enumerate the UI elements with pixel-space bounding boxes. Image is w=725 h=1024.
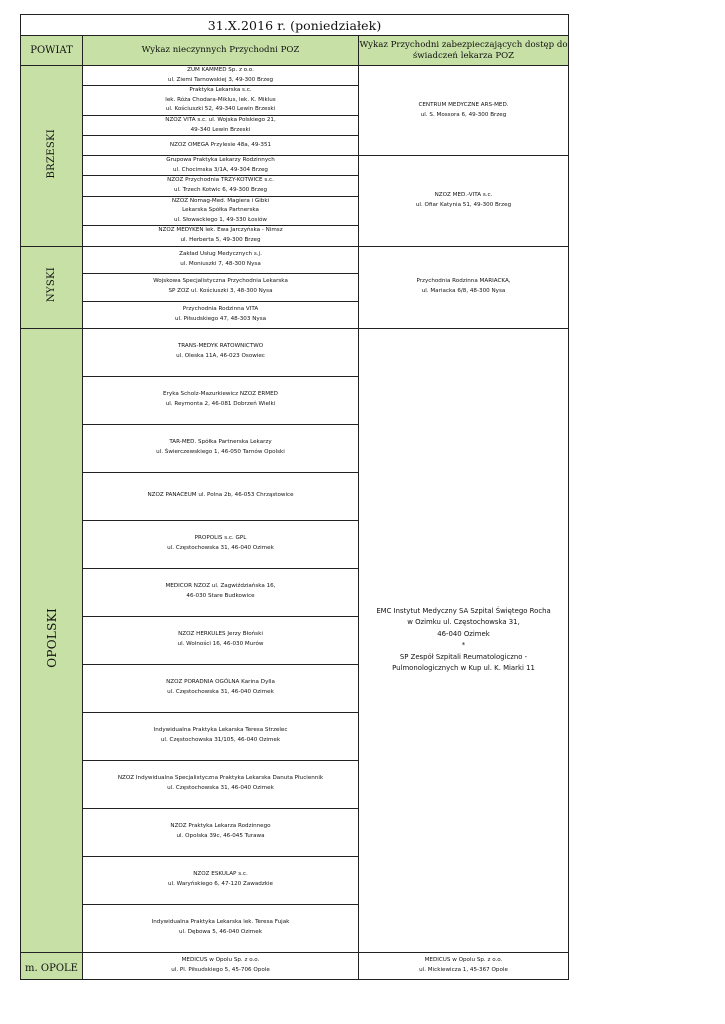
guard-clinic-cell: MEDICUS w Opolu Sp. z o.o. ul. Mickiewicza 1, 45-367 Opole [359, 952, 569, 979]
closed-clinic-cell: TRANS-MEDYK RATOWNICTWO ul. Oleska 11A, 46-023 Osowiec [83, 328, 359, 376]
guard-clinic-cell: NZOZ MED.-VITA s.c. ul. Ofiar Katynia 51, 49-300 Brzeg [359, 156, 569, 246]
closed-clinic-cell: NZOZ PORADNIA OGÓLNA Karina Dylla ul. Częstochowska 31, 46-040 Ozimek [83, 664, 359, 712]
header-guard-clinics: Wykaz Przychodni zabezpieczających dostęp do świadczeń lekarza POZ [359, 36, 569, 66]
page-title: 31.X.2016 r. (poniedziałek) [21, 15, 569, 36]
powiat-m-opole [21, 952, 83, 979]
closed-clinic-cell: NZOZ Nomag-Med. Magiera i Gibki Lekarska Spółka Partnerska ul. Słowackiego 1, 49-330 Łosiów [83, 196, 359, 226]
closed-clinic-cell: NZOZ Przychodnia TRZY-KOTWICE s.c. ul. Trzech Kotwic 6, 49-300 Brzeg [83, 176, 359, 196]
closed-clinic-cell: NZOZ OMEGA Przylesie 48a, 49-351 [83, 136, 359, 156]
table-row [21, 246, 569, 273]
closed-clinic-cell: MEDICUS w Opolu Sp. z o.o. ul. Pl. Piłsudskiego 5, 45-706 Opole [83, 952, 359, 979]
table-row [21, 66, 569, 86]
closed-clinic-cell: Eryka Scholz-Mazurkiewicz NZOZ ERMED ul. Reymonta 2, 46-081 Dobrzeń Wielki [83, 376, 359, 424]
powiat-opolski [21, 328, 83, 952]
closed-clinic-cell: NZOZ ESKULAP s.c. ul. Waryńskiego 6, 47-120 Zawadzkie [83, 856, 359, 904]
closed-clinic-cell: Zakład Usług Medycznych s.j. ul. Moniuszki 7, 48-300 Nysa [83, 246, 359, 273]
header-closed-clinics: Wykaz nieczynnych Przychodni POZ [83, 36, 359, 66]
closed-clinic-cell: NZOZ VITA s.c. ul. Wojska Polskiego 21, 49-340 Lewin Brzeski [83, 115, 359, 135]
powiat-brzeski [21, 66, 83, 247]
closed-clinic-cell: Wojskowa Specjalistyczna Przychodnia Lekarska SP ZOZ ul. Kościuszki 3, 48-300 Nysa [83, 273, 359, 301]
closed-clinic-cell: NZOZ PANACEUM ul. Polna 2b, 46-053 Chrząstowice [83, 472, 359, 520]
powiat-label: m. OPOLE [25, 963, 78, 974]
document-page [20, 14, 568, 980]
closed-clinic-cell: Praktyka Lekarska s.c. lek. Róża Chodara-Miklus, lek. K. Miklus ul. Kościuszki 52, 49-340 Lewin Brzeski [83, 86, 359, 116]
header-powiat: POWIAT [21, 36, 83, 66]
powiat-label: OPOLSKI [44, 608, 59, 668]
closed-clinic-cell: NZOZ MEDYKEN lek. Ewa Jarczyńska - Nimsz ul. Herberta 5, 49-300 Brzeg [83, 226, 359, 246]
closed-clinic-cell: Przychodnia Rodzinna VITA ul. Piłsudskiego 47, 48-303 Nysa [83, 301, 359, 328]
closed-clinic-cell: Indywidualna Praktyka Lekarska lek. Teresa Fujak ul. Dębowa 5, 46-040 Ozimek [83, 904, 359, 952]
powiat-label: BRZESKI [46, 129, 57, 179]
closed-clinic-cell: MEDICOR NZOZ ul. Zagwiździańska 16, 46-030 Stare Budkowice [83, 568, 359, 616]
closed-clinic-cell: Grupowa Praktyka Lekarzy Rodzinnych ul. Chocimska 3/1A, 49-304 Brzeg [83, 156, 359, 176]
schedule-table [20, 14, 569, 980]
guard-clinic-cell: Przychodnia Rodzinna MARIACKA, ul. Mariacka 6/8, 48-300 Nysa [359, 246, 569, 328]
closed-clinic-cell: TAR-MED. Spółka Partnerska Lekarzy ul. Świerczewskiego 1, 46-050 Tarnów Opolski [83, 424, 359, 472]
closed-clinic-cell: NZOZ Praktyka Lekarza Rodzinnego ul. Opolska 39c, 46-045 Turawa [83, 808, 359, 856]
table-row [21, 156, 569, 176]
closed-clinic-cell: ZUM KAMMED Sp. z o.o. ul. Ziemi Tarnowskiej 3, 49-300 Brzeg [83, 66, 359, 86]
powiat-label: NYSKI [46, 267, 57, 303]
header-row [21, 36, 569, 66]
title-row [21, 15, 569, 36]
closed-clinic-cell: NZOZ HERKULES Jerzy Błoński ul. Wolności 16, 46-030 Murów [83, 616, 359, 664]
powiat-nyski [21, 246, 83, 328]
table-row [21, 952, 569, 979]
guard-clinic-cell: CENTRUM MEDYCZNE ARS-MED. ul. S. Mossora 6, 49-300 Brzeg [359, 66, 569, 156]
closed-clinic-cell: Indywidualna Praktyka Lekarska Teresa Strzelec ul. Częstochowska 31/105, 46-040 Ozimek [83, 712, 359, 760]
closed-clinic-cell: NZOZ Indywidualna Specjalistyczna Praktyka Lekarska Danuta Płuciennik ul. Częstochowska 31, 46-040 Ozimek [83, 760, 359, 808]
guard-clinic-cell: EMC Instytut Medyczny SA Szpital Świętego Rocha w Ozimku ul. Częstochowska 31, 46-040 Ozimek * SP Zespół Szpitali Reumatologiczno - Pulmonologicznych w Kup ul. K. Miarki 11 [359, 328, 569, 952]
closed-clinic-cell: PROPOLIS s.c. GPL ul. Częstochowska 31, 46-040 Ozimek [83, 520, 359, 568]
table-row [21, 328, 569, 376]
